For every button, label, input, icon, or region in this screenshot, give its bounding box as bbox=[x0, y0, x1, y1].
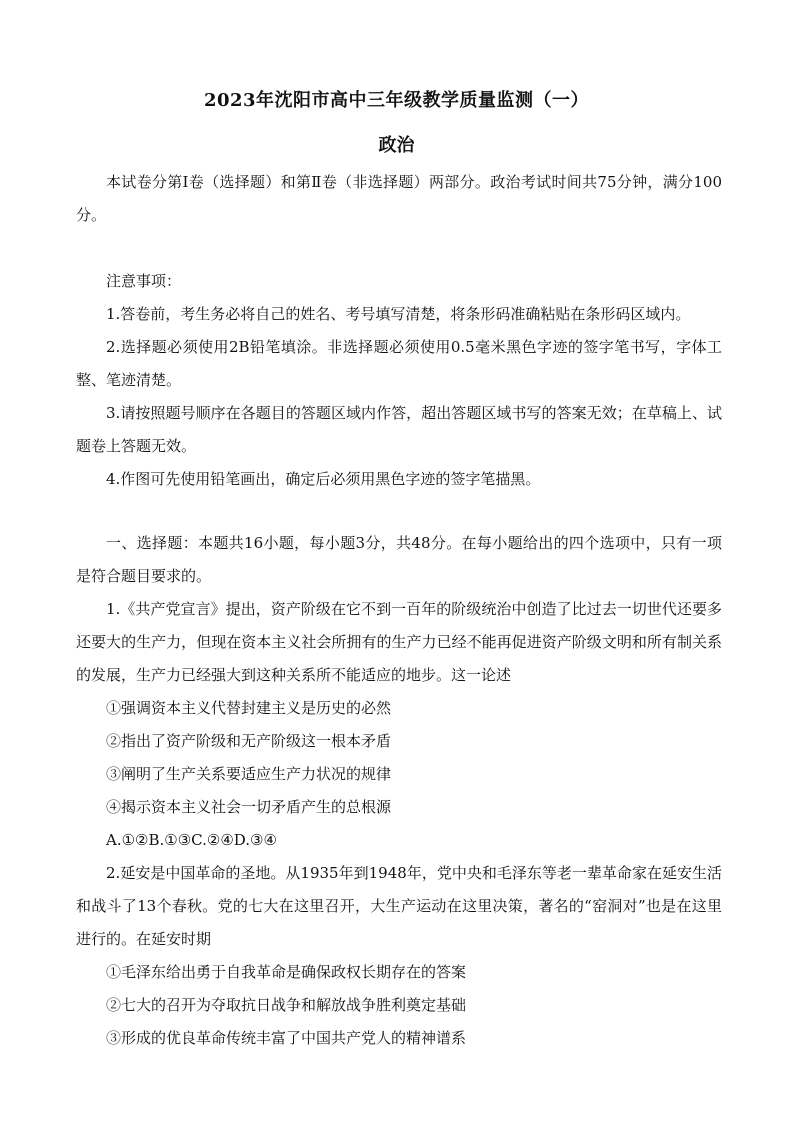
notice-item: 1.答卷前，考生务必将自己的姓名、考号填写清楚，将条形码准确粘贴在条形码区域内。 bbox=[106, 305, 691, 323]
question-stem: 1.《共产党宣言》提出，资产阶级在它不到一百年的阶级统治中创造了比过去一切世代还要多还要大的生产力，但现在资本主义社会所拥有的生产力已经不能再促进资产阶级文明和所有制关系的发展，生产力已经强大到这种关系所不能适应的地步。这一论述 bbox=[76, 600, 722, 684]
exam-title: 2023年沈阳市高中三年级教学质量监测（一） bbox=[203, 90, 590, 111]
question-option: ①强调资本主义代替封建主义是历史的必然 bbox=[106, 699, 392, 717]
notice-heading: 注意事项： bbox=[106, 272, 182, 290]
question-choices: A.①②B.①③C.②④D.③④ bbox=[106, 831, 277, 849]
notice-item: 4.作图可先使用铅笔画出，确定后必须用黑色字迹的签字笔描黑。 bbox=[106, 470, 541, 488]
spacer bbox=[76, 232, 722, 265]
section-heading: 一、选择题：本题共16小题，每小题3分，共48分。在每小题给出的四个选项中，只有一项是符合题目要求的。 bbox=[76, 534, 722, 585]
question-option: ③形成的优良革命传统丰富了中国共产党人的精神谱系 bbox=[106, 1029, 467, 1047]
exam-intro: 本试卷分第Ⅰ卷（选择题）和第Ⅱ卷（非选择题）两部分。政治考试时间共75分钟，满分100分。 bbox=[76, 173, 722, 224]
exam-content bbox=[76, 166, 722, 1055]
spacer bbox=[76, 496, 722, 527]
notice-item: 2.选择题必须使用2B铅笔填涂。非选择题必须使用0.5毫米黑色字迹的签字笔书写，字体工整、笔迹清楚。 bbox=[76, 338, 722, 389]
question-option: ④揭示资本主义社会一切矛盾产生的总根源 bbox=[106, 798, 392, 816]
question-stem: 2.延安是中国革命的圣地。从1935年到1948年，党中央和毛泽东等老一辈革命家在延安生活和战斗了13个春秋。党的七大在这里召开，大生产运动在这里决策，著名的“窑洞对”也是在这里进行的。在延安时期 bbox=[76, 864, 722, 948]
question-option: ②七大的召开为夺取抗日战争和解放战争胜利奠定基础 bbox=[106, 996, 467, 1014]
notice-item: 3.请按照题号顺序在各题目的答题区域内作答，超出答题区域书写的答案无效；在草稿上、试题卷上答题无效。 bbox=[76, 404, 722, 455]
exam-subject: 政治 bbox=[378, 135, 415, 156]
question-option: ①毛泽东给出勇于自我革命是确保政权长期存在的答案 bbox=[106, 963, 467, 981]
question-option: ③阐明了生产关系要适应生产力状况的规律 bbox=[106, 765, 392, 783]
question-option: ②指出了资产阶级和无产阶级这一根本矛盾 bbox=[106, 732, 392, 750]
